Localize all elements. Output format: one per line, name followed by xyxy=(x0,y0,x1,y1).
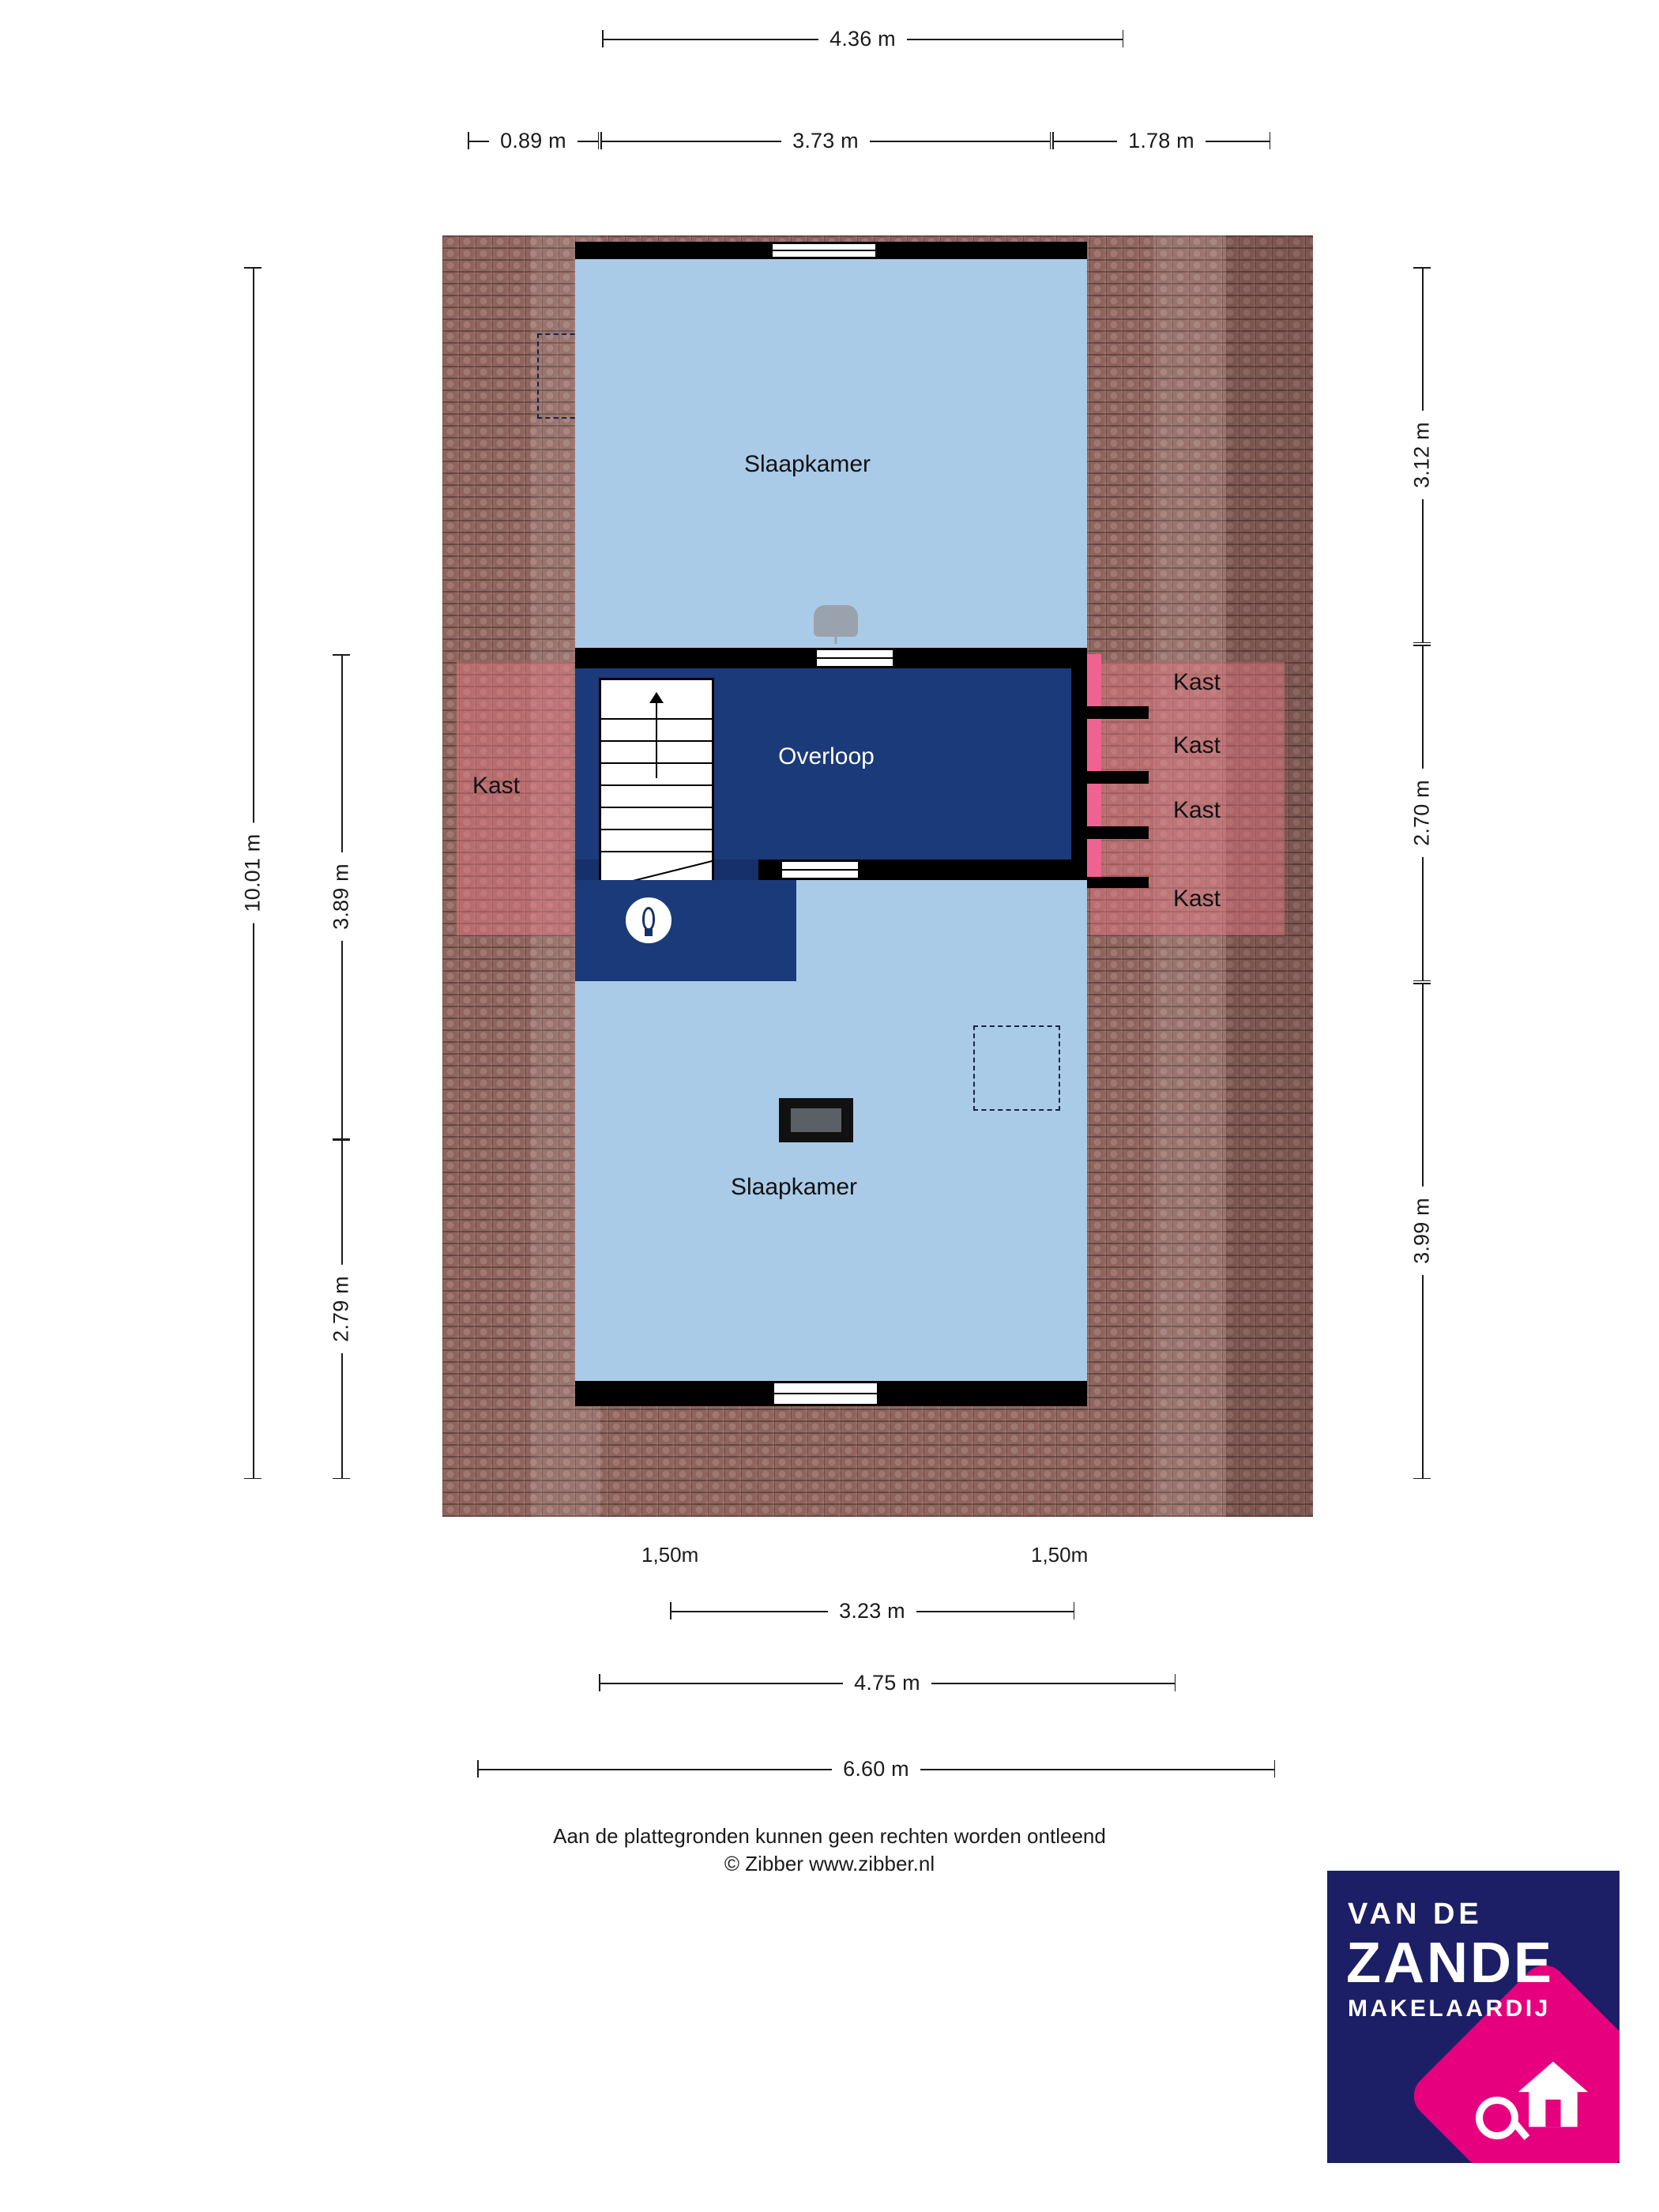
window-overloop-bottom xyxy=(782,860,858,880)
logo-line-2: ZANDE xyxy=(1346,1932,1554,1995)
dimension-bottom-6.60 xyxy=(477,1755,1275,1782)
window-bottom xyxy=(774,1381,877,1406)
dresser-furniture xyxy=(779,1098,853,1142)
kast-divider-4 xyxy=(1087,877,1149,888)
stair-step xyxy=(601,829,712,830)
dimension-cap-right xyxy=(1050,132,1051,149)
logo-line-1: VAN DE xyxy=(1348,1898,1483,1931)
room-label-kast-right-4: Kast xyxy=(1172,886,1221,912)
disclaimer-line-2: © Zibber www.zibber.nl xyxy=(724,1852,935,1876)
dimension-label: 3.12 m xyxy=(1412,411,1433,499)
dimension-left-3.89 xyxy=(325,654,357,1139)
dimension-cap-bottom xyxy=(244,1478,261,1480)
dimension-cap-right xyxy=(1270,132,1271,149)
dimension-label: 3.99 m xyxy=(1412,1187,1433,1275)
dimension-cap-left xyxy=(599,1674,600,1691)
dimension-cap-bottom xyxy=(1413,980,1431,982)
dimension-label: 0.89 m xyxy=(489,130,577,152)
dimension-top-outer xyxy=(602,25,1123,52)
dimension-cap-top xyxy=(1413,983,1431,984)
dimension-cap-left xyxy=(600,132,602,149)
stair-step xyxy=(601,851,712,852)
dimension-bottom-3.23 xyxy=(670,1597,1074,1624)
room-label-overloop: Overloop xyxy=(778,743,875,769)
dimension-cap-top xyxy=(333,1139,350,1141)
room-label-kast-right-3: Kast xyxy=(1172,797,1221,823)
dimension-bottom-right-1.50m: 1,50m xyxy=(1031,1543,1089,1567)
kast-door-strip-2 xyxy=(1087,719,1101,771)
stair-step xyxy=(601,807,712,808)
dimension-label: 6.60 m xyxy=(832,1759,920,1780)
dimension-cap-top xyxy=(244,267,261,269)
logo-line-3: MAKELAARDIJ xyxy=(1348,1996,1551,2022)
dimension-top-0.89 xyxy=(468,127,599,154)
room-label-kast-right-1: Kast xyxy=(1172,669,1221,695)
dimension-label: 2.79 m xyxy=(331,1265,352,1353)
knee-wall-hatch-top-mask xyxy=(577,332,627,420)
kast-divider-3 xyxy=(1087,826,1149,839)
dimension-bottom-left-1.50m: 1,50m xyxy=(641,1543,699,1567)
dimension-cap-right xyxy=(1175,1674,1176,1691)
dimension-label: 10.01 m xyxy=(243,823,264,924)
dimension-right-2.70 xyxy=(1406,645,1438,981)
dimension-cap-top xyxy=(1413,645,1431,646)
toilet-bowl-icon xyxy=(642,907,655,931)
dimension-top-3.73 xyxy=(600,127,1051,154)
room-label-kast-left: Kast xyxy=(472,773,521,799)
disclaimer xyxy=(0,1823,1659,1878)
kast-door-strip-4 xyxy=(1087,839,1101,878)
house-icon xyxy=(1515,2056,1591,2131)
toilet-fixture xyxy=(626,897,672,943)
dimension-cap-bottom xyxy=(1413,1478,1431,1480)
agency-logo xyxy=(1327,1871,1620,2163)
dimension-label: 3.89 m xyxy=(331,852,352,941)
dimension-label: 1.78 m xyxy=(1117,130,1206,152)
knee-wall-hatch-bottom-mask xyxy=(976,1027,1027,1109)
stair-step xyxy=(601,784,712,786)
dimension-cap-right xyxy=(1274,1760,1276,1778)
dimension-right-3.99 xyxy=(1406,983,1438,1479)
toilet-tank-icon xyxy=(645,929,653,936)
dimension-cap-bottom xyxy=(333,1478,350,1480)
dimension-top-1.78 xyxy=(1052,127,1270,154)
dimension-label: 3.23 m xyxy=(828,1601,916,1622)
dimension-cap-left xyxy=(477,1760,479,1778)
dimension-left-2.79 xyxy=(325,1139,357,1479)
room-label-slaapkamer-bottom: Slaapkamer xyxy=(730,1174,858,1200)
dimension-left-10.01 xyxy=(237,267,269,1479)
dimension-cap-right xyxy=(1123,30,1124,47)
kast-divider-1 xyxy=(1087,706,1149,719)
sink-fixture xyxy=(814,605,858,637)
dimension-cap-left xyxy=(1052,132,1054,149)
room-label-kast-right-2: Kast xyxy=(1172,732,1221,758)
kast-divider-2 xyxy=(1087,771,1149,784)
stair-direction-arrow xyxy=(656,693,657,778)
dimension-label: 4.36 m xyxy=(818,28,907,50)
dimension-cap-bottom xyxy=(1413,642,1431,644)
magnifier-icon xyxy=(1476,2097,1518,2139)
dimension-cap-left xyxy=(670,1602,672,1620)
room-label-slaapkamer-top: Slaapkamer xyxy=(743,451,871,477)
dimension-label: 2.70 m xyxy=(1412,769,1433,857)
dimension-cap-right xyxy=(1074,1602,1075,1620)
dimension-cap-right xyxy=(598,132,600,149)
window-mid xyxy=(817,648,893,668)
dimension-bottom-4.75 xyxy=(599,1669,1176,1696)
floorplan-drawing xyxy=(442,235,1313,1517)
window-top xyxy=(773,242,875,259)
wall-overloop-right xyxy=(1071,648,1087,880)
dimension-right-3.12 xyxy=(1406,267,1438,643)
dimension-cap-top xyxy=(1413,267,1431,269)
dimension-cap-left xyxy=(602,30,604,47)
dimension-label: 4.75 m xyxy=(843,1672,931,1694)
dimension-label: 3.73 m xyxy=(781,130,870,152)
dimension-cap-left xyxy=(468,132,469,149)
kast-door-strip-1 xyxy=(1087,654,1101,706)
dresser-drawer xyxy=(791,1108,841,1132)
dimension-cap-top xyxy=(333,654,350,656)
disclaimer-line-1: Aan de plattegronden kunnen geen rechten worden ontleend xyxy=(553,1824,1106,1848)
